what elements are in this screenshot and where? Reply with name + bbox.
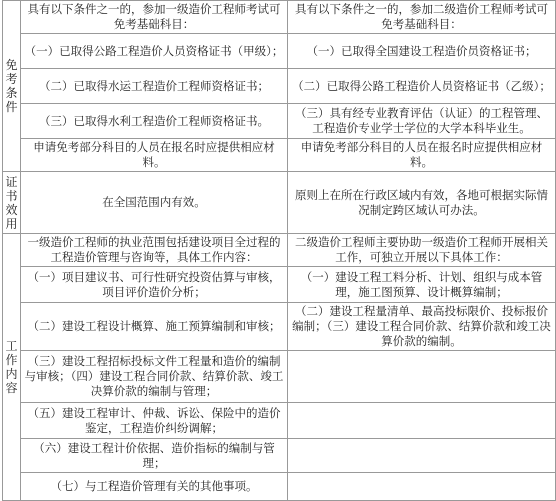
table-row: [3, 267, 556, 303]
work-level2-empty-2: [288, 403, 556, 439]
work-level1-item-5: （六）建设工程计价依据、造价指标的编制与管理；: [21, 439, 288, 473]
work-level2-empty-3: [288, 439, 556, 473]
table-row: [3, 69, 556, 104]
certificate-level2: 原则上在所在行政区域内有效，各地可根据实际情况制定跨区域认可办法。: [288, 172, 556, 234]
exemption-note-level1: 申请免考部分科目的人员在报名时应提供相应材料。: [21, 139, 288, 172]
exemption-level1-item-1: （一）已取得公路工程造价人员资格证书（甲级）；: [21, 34, 288, 69]
exemption-header-level1: 具有以下条件之一的，参加一级造价工程师考试可免考基础科目：: [21, 1, 288, 34]
work-level2-item-2: （二）建设工程量清单、最高投标限价、投标报价编制；（三）建设工程合同价款、结算价款和竣工决算价款的编制。: [288, 303, 556, 351]
table-row: [3, 351, 556, 403]
exemption-note-level2: 申请免考部分科目的人员在报名时应提供相应材料。: [288, 139, 556, 172]
work-level1-item-6: （七）与工程造价管理有关的其他事项。: [21, 473, 288, 501]
section-label-work: 工作内容: [3, 234, 21, 501]
comparison-table: [2, 0, 556, 501]
work-level2-empty-4: [288, 473, 556, 501]
table-row: [3, 172, 556, 234]
work-level1-item-3: （三）建设工程招标投标文件工程量和造价的编制与审核；（四）建设工程合同价款、结算价款、竣工决算价款的编制与管理；: [21, 351, 288, 403]
work-level2-empty-1: [288, 351, 556, 403]
table-row: [3, 34, 556, 69]
work-level1-item-1: （一）项目建议书、可行性研究投资估算与审核，项目评价造价分析；: [21, 267, 288, 303]
work-level2-item-1: （一）建设工程工料分析、计划、组织与成本管理，施工图预算、设计概算编制；: [288, 267, 556, 303]
table-row: [3, 234, 556, 267]
work-intro-level1: 一级造价工程师的执业范围包括建设项目全过程的工程造价管理与咨询等，具体工作内容：: [21, 234, 288, 267]
table-row: [3, 1, 556, 34]
work-intro-level2: 二级造价工程师主要协助一级造价工程师开展相关工作，可独立开展以下具体工作：: [288, 234, 556, 267]
table-row: [3, 104, 556, 139]
comparison-table-container: [2, 0, 555, 499]
table-row: [3, 473, 556, 501]
exemption-header-level2: 具有以下条件之一的，参加二级造价工程师考试可免考基础科目：: [288, 1, 556, 34]
certificate-level1: 在全国范围内有效。: [21, 172, 288, 234]
table-row: [3, 439, 556, 473]
table-row: [3, 403, 556, 439]
work-level1-item-4: （五）建设工程审计、仲裁、诉讼、保险中的造价鉴定，工程造价纠纷调解；: [21, 403, 288, 439]
section-label-exemption: 免考条件: [3, 1, 21, 172]
work-level1-item-2: （二）建设工程设计概算、施工预算编制和审核；: [21, 303, 288, 351]
exemption-level2-item-1: （一）已取得全国建设工程造价员资格证书；: [288, 34, 556, 69]
exemption-level1-item-2: （二）已取得水运工程造价工程师资格证书；: [21, 69, 288, 104]
exemption-level2-item-2: （二）已取得公路工程造价人员资格证书（乙级）；: [288, 69, 556, 104]
section-label-certificate: 证书效用: [3, 172, 21, 234]
table-row: [3, 303, 556, 351]
exemption-level1-item-3: （三）已取得水利工程造价工程师资格证书。: [21, 104, 288, 139]
exemption-level2-item-3: （三）具有经专业教育评估（认证）的工程管理、工程造价专业学士学位的大学本科毕业生。: [288, 104, 556, 139]
table-row: [3, 139, 556, 172]
